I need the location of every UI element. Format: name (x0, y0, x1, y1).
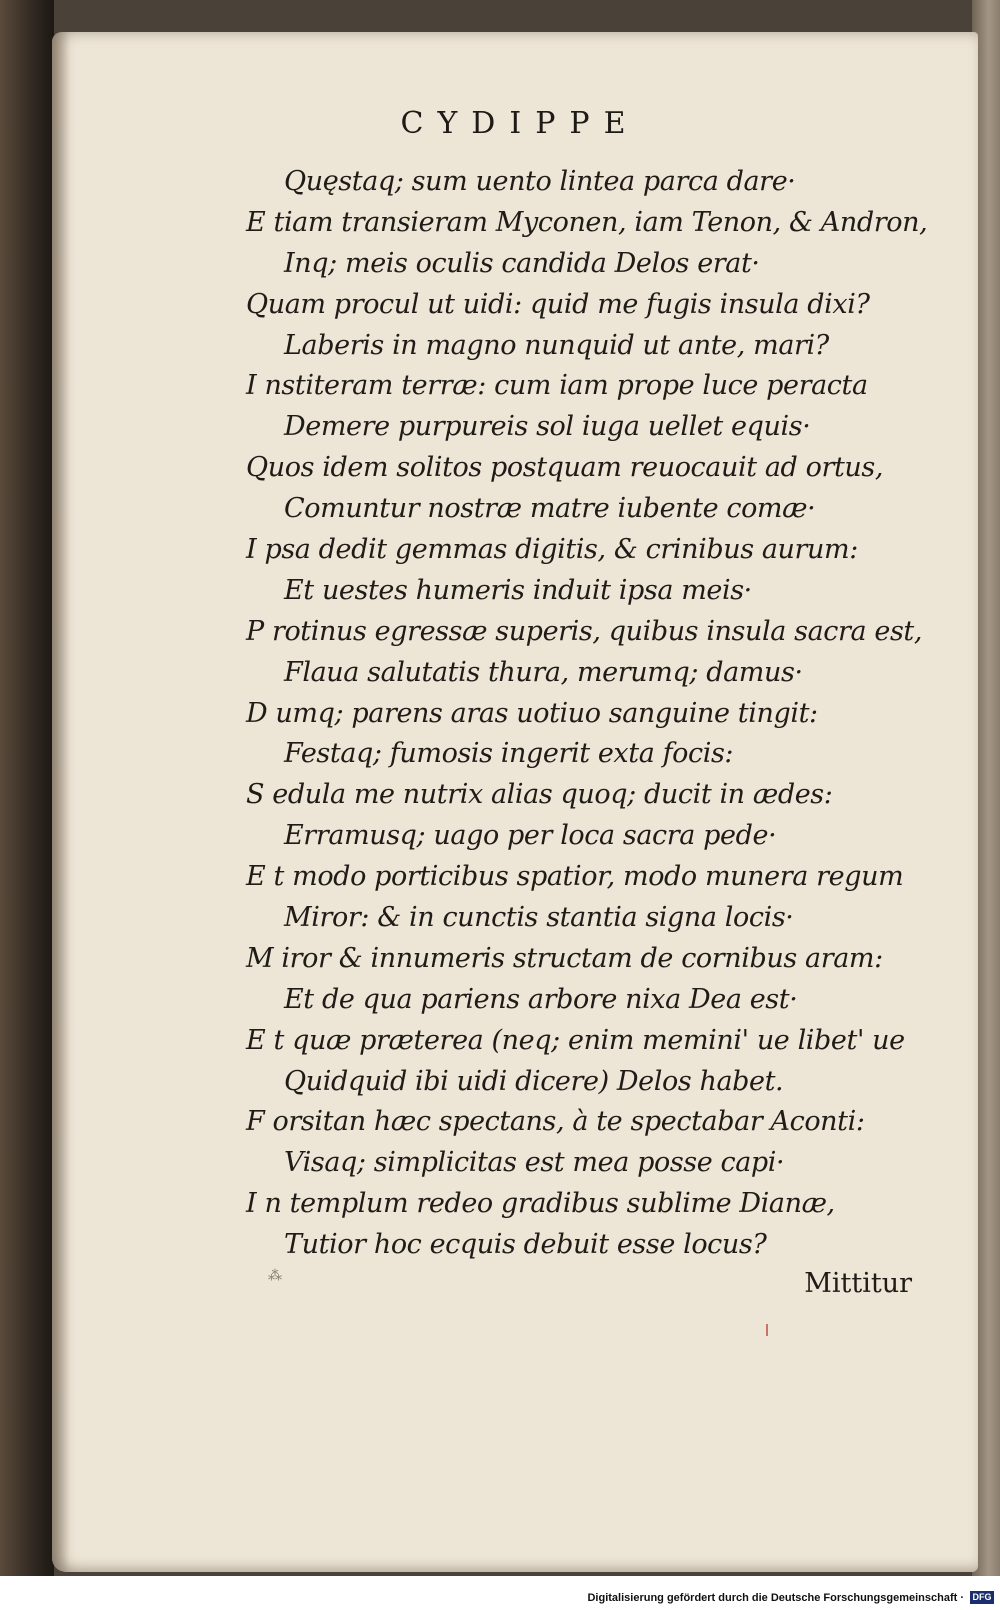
verse-line: I nstiteram terræ: cum iam prope luce peracta (246, 370, 868, 402)
verse-line: Flaua salutatis thura, merumq; damus· (284, 656, 803, 688)
verse-line: I psa dedit gemmas digitis, & crinibus aurum: (246, 534, 858, 566)
verse-line: P rotinus egressæ superis, quibus insula sacra est, (246, 615, 923, 647)
verse-line: Quos idem solitos postquam reuocauit ad ortus, (246, 452, 884, 484)
verse-line: Et de qua pariens arbore nixa Dea est· (284, 983, 798, 1015)
verse-text (246, 162, 926, 1266)
running-head: CYDIPPE (400, 106, 640, 141)
verse-line: Comuntur nostræ matre iubente comæ· (284, 493, 816, 525)
verse-line: Miror: & in cunctis stantia signa locis· (284, 902, 794, 934)
verse-line: Inq; meis oculis candida Delos erat· (284, 247, 760, 279)
book-cover-left (0, 0, 54, 1610)
red-ink-mark (766, 1324, 768, 1336)
verse-line: F orsitan hæc spectans, à te spectabar Aconti: (246, 1106, 865, 1138)
ink-smudge: ⁂ (268, 1268, 282, 1284)
digitization-credit: Digitalisierung gefördert durch die Deutsche Forschungsgemeinschaft · (587, 1592, 964, 1604)
catchword: Mittitur (804, 1268, 912, 1299)
verse-line: Et uestes humeris induit ipsa meis· (284, 574, 752, 606)
verse-line: I n templum redeo gradibus sublime Dianæ, (246, 1188, 835, 1220)
verse-line: E t modo porticibus spatior, modo munera regum (246, 861, 904, 893)
verse-line: E t quæ præterea (neq; enim memini' ue libet' ue (246, 1024, 905, 1056)
page-gutter-shadow (52, 32, 70, 1572)
verse-line: S edula me nutrix alias quoq; ducit in ædes: (246, 779, 833, 811)
verse-line: Tutior hoc ecquis debuit esse locus? (284, 1229, 767, 1261)
verse-line: D umq; parens aras uotiuo sanguine tingit: (246, 697, 818, 729)
dfg-logo-icon: DFG (970, 1591, 994, 1604)
verse-line: Visaq; simplicitas est mea posse capi· (284, 1147, 785, 1179)
verse-line: M iror & innumeris structam de cornibus aram: (246, 942, 883, 974)
verse-line: Demere purpureis sol iuga uellet equis· (284, 411, 811, 443)
verse-line: Quidquid ibi uidi dicere) Delos habet. (284, 1065, 784, 1097)
verse-line: Quęstaq; sum uento lintea parca dare· (284, 166, 796, 197)
verse-line: Quam procul ut uidi: quid me fugis insula dixi? (246, 288, 870, 320)
verse-line: E tiam transieram Myconen, iam Tenon, & Andron, (246, 206, 928, 238)
verse-line: Festaq; fumosis ingerit exta focis: (284, 738, 734, 770)
verse-line: Laberis in magno nunquid ut ante, mari? (284, 329, 829, 361)
verse-line: Erramusq; uago per loca sacra pede· (284, 820, 777, 852)
